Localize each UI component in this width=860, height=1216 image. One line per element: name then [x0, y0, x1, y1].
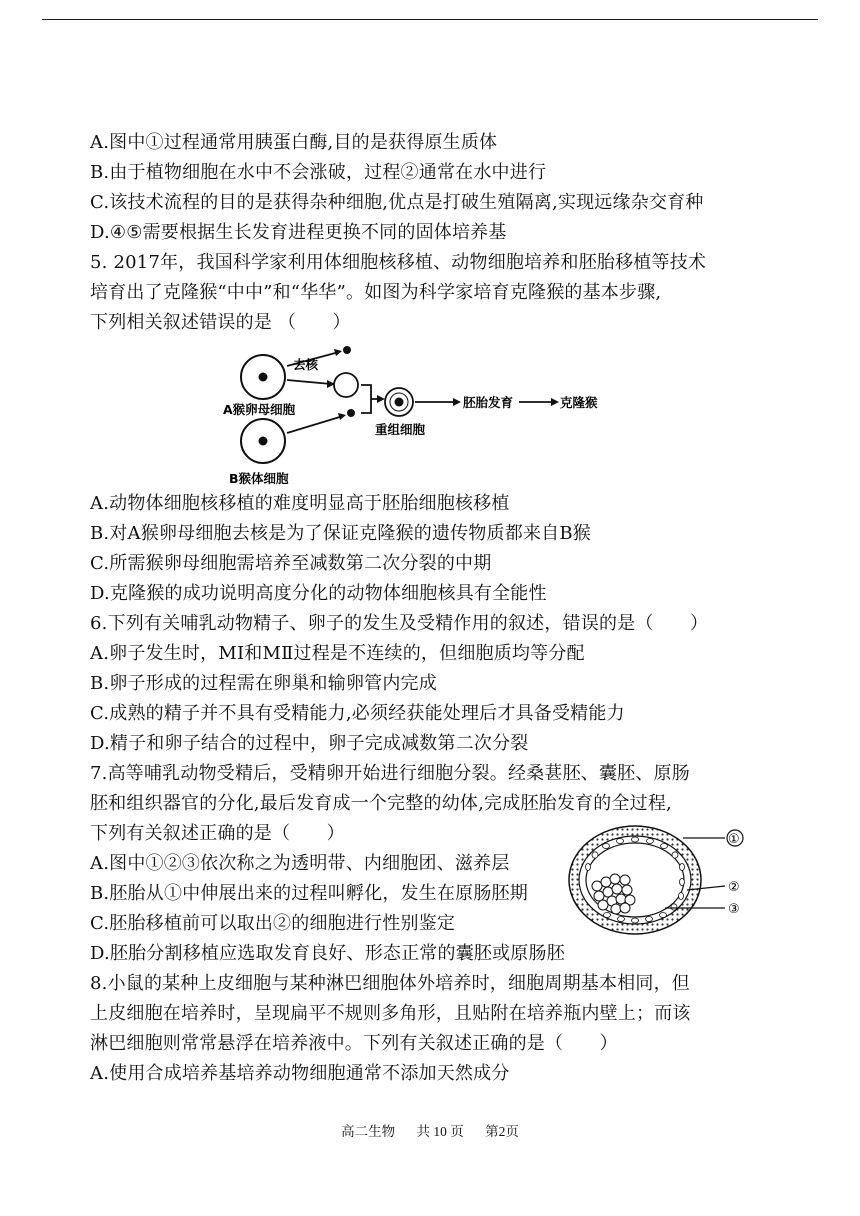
footer-page-number: 第2页	[485, 1124, 519, 1139]
label-remove-nucleus: 去核	[293, 357, 319, 372]
option-d-q7: D.胚胎分割移植应选取发育良好、形态正常的囊胚或原肠胚	[90, 943, 565, 964]
option-b-q4: B.由于植物细胞在水中不会涨破，过程②通常在水中进行	[90, 162, 547, 183]
donor-nucleus	[347, 409, 355, 417]
question-7-line-3: 下列有关叙述正确的是（ ）	[90, 823, 345, 844]
option-a-q7: A.图中①②③依次称之为透明带、内细胞团、滋养层	[90, 853, 510, 874]
question-5-line-2: 培育出了克隆猴“中中”和“华华”。如图为科学家培育克隆猴的基本步骤,	[90, 282, 662, 303]
option-d-q6: D.精子和卵子结合的过程中，卵子完成减数第二次分裂	[90, 733, 529, 754]
label-1: ①	[728, 832, 740, 847]
clone-monkey-diagram	[215, 340, 615, 488]
label-embryo-development: 胚胎发育	[463, 395, 514, 410]
question-7-line-2: 胚和组织器官的分化,最后发育成一个完整的幼体,完成胚胎发育的全过程,	[90, 793, 672, 814]
question-8-line-1: 8.小鼠的某种上皮细胞与某种淋巴细胞体外培养时，细胞周期基本相同，但	[90, 973, 690, 994]
label-recombined-cell: 重组细胞	[375, 422, 426, 437]
question-6: 6.下列有关哺乳动物精子、卵子的发生及受精作用的叙述，错误的是（ ）	[90, 613, 709, 634]
option-d-q4: D.④⑤需要根据生长发育进程更换不同的固体培养基	[90, 222, 507, 243]
label-2: ②	[728, 880, 740, 895]
blastocyst-diagram	[565, 822, 785, 942]
label-clone-monkey: 克隆猴	[560, 395, 598, 410]
page-footer	[0, 1120, 860, 1140]
option-d-q5: D.克隆猴的成功说明高度分化的动物体细胞核具有全能性	[90, 583, 547, 604]
option-a-q5: A.动物体细胞核移植的难度明显高于胚胎细胞核移植	[90, 493, 510, 514]
enucleated-oocyte	[334, 373, 358, 397]
recombined-cell	[385, 388, 413, 416]
cell-b-somatic	[241, 419, 285, 463]
footer-course: 高二生物	[341, 1124, 396, 1139]
cell-a-oocyte	[241, 355, 285, 399]
option-c-q4: C.该技术流程的目的是获得杂种细胞,优点是打破生殖隔离,实现远缘杂交育种	[90, 192, 704, 213]
option-a-q6: A.卵子发生时，MⅠ和MⅡ过程是不连续的，但细胞质均等分配	[90, 643, 585, 664]
label-b-somatic: B猴体细胞	[229, 471, 289, 486]
question-5-line-3: 下列相关叙述错误的是 （ ）	[90, 312, 351, 333]
option-a-q8: A.使用合成培养基培养动物细胞通常不添加天然成分	[90, 1063, 510, 1084]
option-c-q6: C.成熟的精子并不具有受精能力,必须经获能处理后才具备受精能力	[90, 703, 625, 724]
label-3: ③	[728, 902, 740, 917]
question-5-line-1: 5. 2017年，我国科学家利用体细胞核移植、动物细胞培养和胚胎移植等技术	[90, 252, 707, 273]
option-b-q7: B.胚胎从①中伸展出来的过程叫孵化，发生在原肠胚期	[90, 883, 528, 904]
header-rule	[42, 19, 818, 20]
removed-nucleus	[343, 346, 351, 354]
option-c-q7: C.胚胎移植前可以取出②的细胞进行性别鉴定	[90, 913, 456, 934]
footer-total-pages: 共 10 页	[416, 1124, 464, 1139]
option-a-q4: A.图中①过程通常用胰蛋白酶,目的是获得原生质体	[90, 132, 498, 153]
question-8-line-2: 上皮细胞在培养时，呈现扁平不规则多角形，且贴附在培养瓶内壁上；而该	[90, 1003, 691, 1024]
question-8-line-3: 淋巴细胞则常常悬浮在培养液中。下列有关叙述正确的是（ ）	[90, 1033, 618, 1054]
question-7-line-1: 7.高等哺乳动物受精后，受精卵开始进行细胞分裂。经桑葚胚、囊胚、原肠	[90, 763, 690, 784]
label-a-oocyte: A猴卵母细胞	[223, 402, 296, 417]
option-b-q6: B.卵子形成的过程需在卵巢和输卵管内完成	[90, 673, 437, 694]
option-c-q5: C.所需猴卵母细胞需培养至减数第二次分裂的中期	[90, 553, 492, 574]
option-b-q5: B.对A猴卵母细胞去核是为了保证克隆猴的遗传物质都来自B猴	[90, 523, 591, 544]
